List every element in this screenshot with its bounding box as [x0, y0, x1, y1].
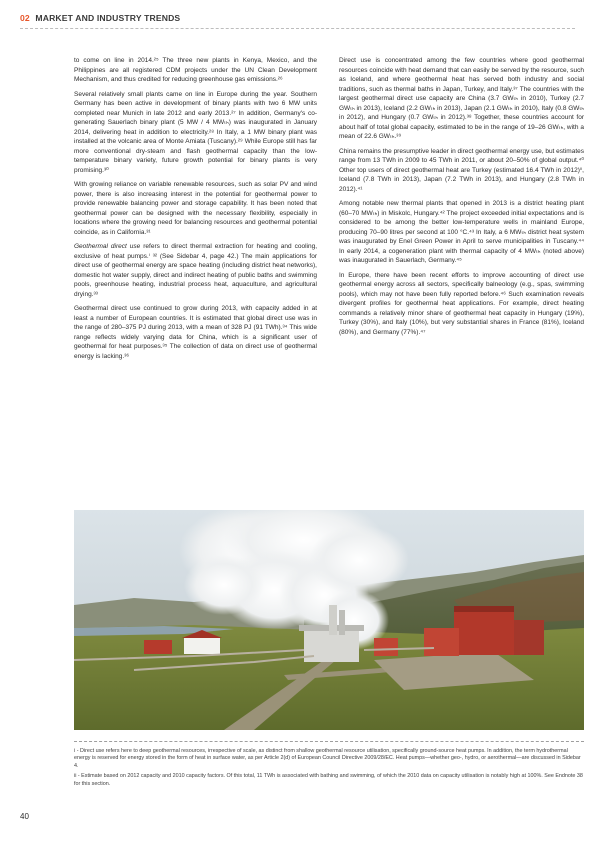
paragraph: In Europe, there have been recent efforts to improve accounting of direct use geothermal energy across all sectors, specifically balneology (e.g., spas, swimming pools), which may not have been fully reported before.⁴⁶ Such examination reveals divergent profiles for geothermal heat applications. For example, direct heating commands a relatively minor share of geothermal heat capacity in Hungary (19%), Turkey (30%), and Italy (10%), but very substantial shares in France (81%), Iceland (80%), and Germany (77%).⁴⁷ — [339, 271, 584, 336]
section-header — [20, 13, 180, 23]
header-divider — [20, 28, 575, 29]
paragraph: China remains the presumptive leader in direct geothermal energy use, but estimates range from 13 TWh in 2009 to 45 TWh in 2011, or about 20–50% of global output.⁴⁰ Other top users of direct geothermal heat are Turkey (estimated 16.4 TWh in 2012)ⁱⁱ, Iceland (7.8 TWh in 2013), Japan (7.2 TWh in 2013), and Hungary (2.8 TWh in 2012).⁴¹ — [339, 147, 584, 193]
footnote: i - Direct use refers here to deep geothermal resources, irrespective of scale, as distinct from shallow geothermal resource utilisation, specifically ground-source heat pumps. In addition, the term hydrothermal energy is reserved for energy stored in the form of heat in surface water, as per Article 2(d) of European Council Directive 2009/28/EC. Heat pumps—whether geo-, hydro, or aerothermal—are discussed in Sidebar 4. — [74, 748, 581, 769]
footnote-divider — [74, 741, 584, 742]
paragraph: to come on line in 2014.²⁵ The three new plants in Kenya, Mexico, and the Philippines are all registered CDM projects under the UN Clean Development Mechanism, and thus credited for reducing greenhouse gas emissions.²⁶ — [74, 57, 317, 83]
paragraph: Among notable new thermal plants that opened in 2013 is a district heating plant (60–70 MWₜₕ) in Miskolc, Hungary.⁴² The project exceeded initial expectations and is considered to be among the better low-temperature wells in mainland Europe, producing 70–90 litres per second at 100 °C.⁴³ In Italy, a 6 MWₜₕ district heat system was inaugurated by Enel Green Power in April to serve municipalities in Tuscany.⁴⁴ In early 2014, a cogeneration plant with thermal capacity of 4 MWₜₕ (noted above) was inaugurated in Sauerlach, Germany.⁴⁵ — [339, 200, 584, 264]
footnote: ii - Estimate based on 2012 capacity and 2010 capacity factors. Of this total, 11 TWh is associated with bathing and swimming, of which the 2010 data on capacity utilisation is notably high at 100%. See Endnote 38 for this section. — [74, 773, 583, 787]
geothermal-plant-photo — [74, 510, 584, 730]
left-column — [74, 56, 317, 366]
paragraph: Geothermal direct use refers to direct thermal extraction for heating and cooling, exclusive of heat pumps.ⁱ ³² (See Sidebar 4, page 42.) The main applications for direct use of geothermal energy are space heating (including district heat networks), domestic hot water supply, direct and indirect heating of public baths and swimming pools, greenhouse heating, industrial process heat, aquaculture, and agricultural drying.³³ — [74, 243, 318, 298]
right-column — [339, 56, 584, 342]
page-number: 40 — [20, 812, 29, 821]
section-number: 02 — [20, 13, 30, 23]
paragraph: Direct use is concentrated among the few countries where good geothermal resources coincide with heat demand that can easily be served by the resource, such as Iceland, and where geothermal heat has served both industry and social traditions, such as thermal baths in Japan, Turkey, and Italy.³⁷ The countries with the largest geothermal direct use capacity are China (3.7 GWₜₕ in 2010), Turkey (2.7 GWₜₕ in 2013), Iceland (2.2 GWₜₕ in 2013), Japan (2.1 GWₜₕ in 2010), Italy (0.8 GWₜₕ in 2012), and Hungary (0.7 GWₜₕ in 2012).³⁸ Together, these countries account for about half of total global capacity, estimated to be in the range of 19–26 GWₜₕ, with a mean of 22.6 GWₜₕ.³⁹ — [339, 57, 584, 140]
section-title: MARKET AND INDUSTRY TRENDS — [35, 13, 181, 23]
footnotes — [74, 748, 584, 791]
paragraph: Geothermal direct use continued to grow during 2013, with capacity added in at least a number of European countries. It is estimated that global direct use was in the range of 280–375 PJ during 2013, with a mean of 328 PJ (91 TWh).³⁴ This wide range reflects widely varying data for China, which is a significant user of geothermal for heat purposes.³⁵ The collection of data on direct use of geothermal energy is lacking.³⁶ — [74, 305, 317, 360]
paragraph: With growing reliance on variable renewable resources, such as solar PV and wind power, there is also increasing interest in the potential for geothermal power to provide renewable balancing power and storage capability. It has been noted that geothermal power can be designed with the necessary flexibility, especially in locations where the growing need for balancing resources and geothermal potential coincide, as in California.³¹ — [74, 181, 317, 236]
paragraph: Several relatively small plants came on line in Europe during the year. Southern Germany has been active in development of binary plants with two 6 MW units completed near Munich in late 2012 and early 2013.²⁷ In addition, Germany's co-generating Sauerlach binary plant (5 MW / 4 MWₜₕ) was inaugurated in January 2014, delivering heat in addition to electricity.²⁸ In Italy, a 1 MW binary plant was installed at the volcanic area of Monte Amiata (Tuscany).²⁹ While Europe still has far more conventional dry-steam and flash geothermal capacity than the low-temperature binary variety, future growth potential for binary plants is very promising.³⁰ — [74, 90, 317, 174]
